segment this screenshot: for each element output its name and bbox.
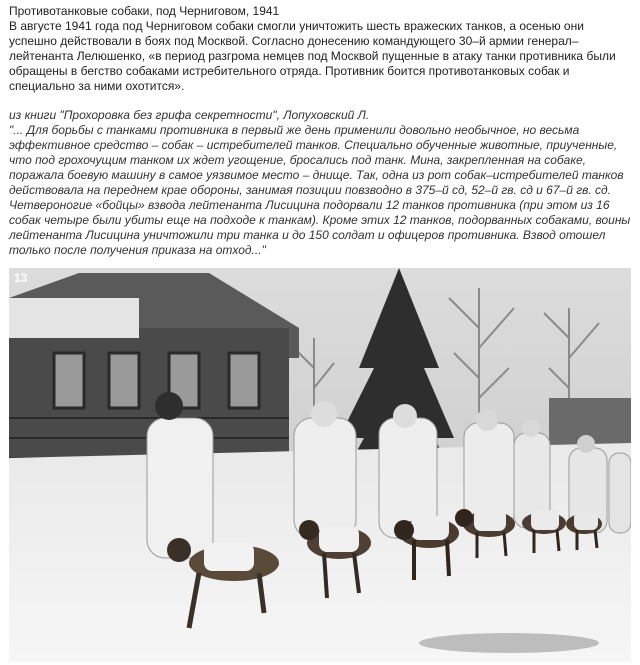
historical-photo <box>9 268 631 662</box>
photo-number: 13 <box>14 271 28 285</box>
soldier <box>609 453 631 533</box>
spacer <box>9 94 633 108</box>
ground-shadow <box>419 633 599 653</box>
article-text <box>9 4 633 258</box>
photo-scene <box>9 268 631 662</box>
article-paragraph: В августе 1941 года под Черниговом собаки смогли уничтожить шесть вражеских танков, а осенью они успешно действовали в боях под Москвой. Согласно донесению командующего 30–й армии генерал–лейтенанта Лелюшенко, «в период разгрома немцев под Москвой пущенные в атаку танки противника были обращены в бегство собаками истребительного отряда. Противник боится противотанковых собак и специально за ними охотится». <box>9 19 616 93</box>
article-title: Противотанковые собаки, под Черниговом, 1941 <box>9 4 280 18</box>
book-quote: "... Для борьбы с танками противника в первый же день применили довольно необычное, но весьма эффективное средство – собак – истребителей танков. Специально обученные животные, приученные, что под грохочущим танком их ждет угощение, бросались под танк. Мина, закрепленная на собаке, поражала боевую машину в самое уязвимое место – днище. Так, одна из рот собак–истребителей танков действовала на переднем крае обороны, занимая позиции повзводно в 375–й сд, 52–й гв. сд и 67–й гв. сд. Четвероногие «бойцы» взвода лейтенанта Лисицина подорвали 12 танков противника (при этом из 16 собак четыре были убиты еще на подходе к танкам). Кроме этих 12 танков, подорванных собаками, воины лейтенанта Лисицина уничтожили три танка и до 150 солдат и офицеров противника. Взвод отошел только после получения приказа на отход..." <box>9 123 631 257</box>
source-citation: из книги "Прохоровка без грифа секретности", Лопуховский Л. <box>9 108 370 122</box>
soldier <box>294 401 356 538</box>
